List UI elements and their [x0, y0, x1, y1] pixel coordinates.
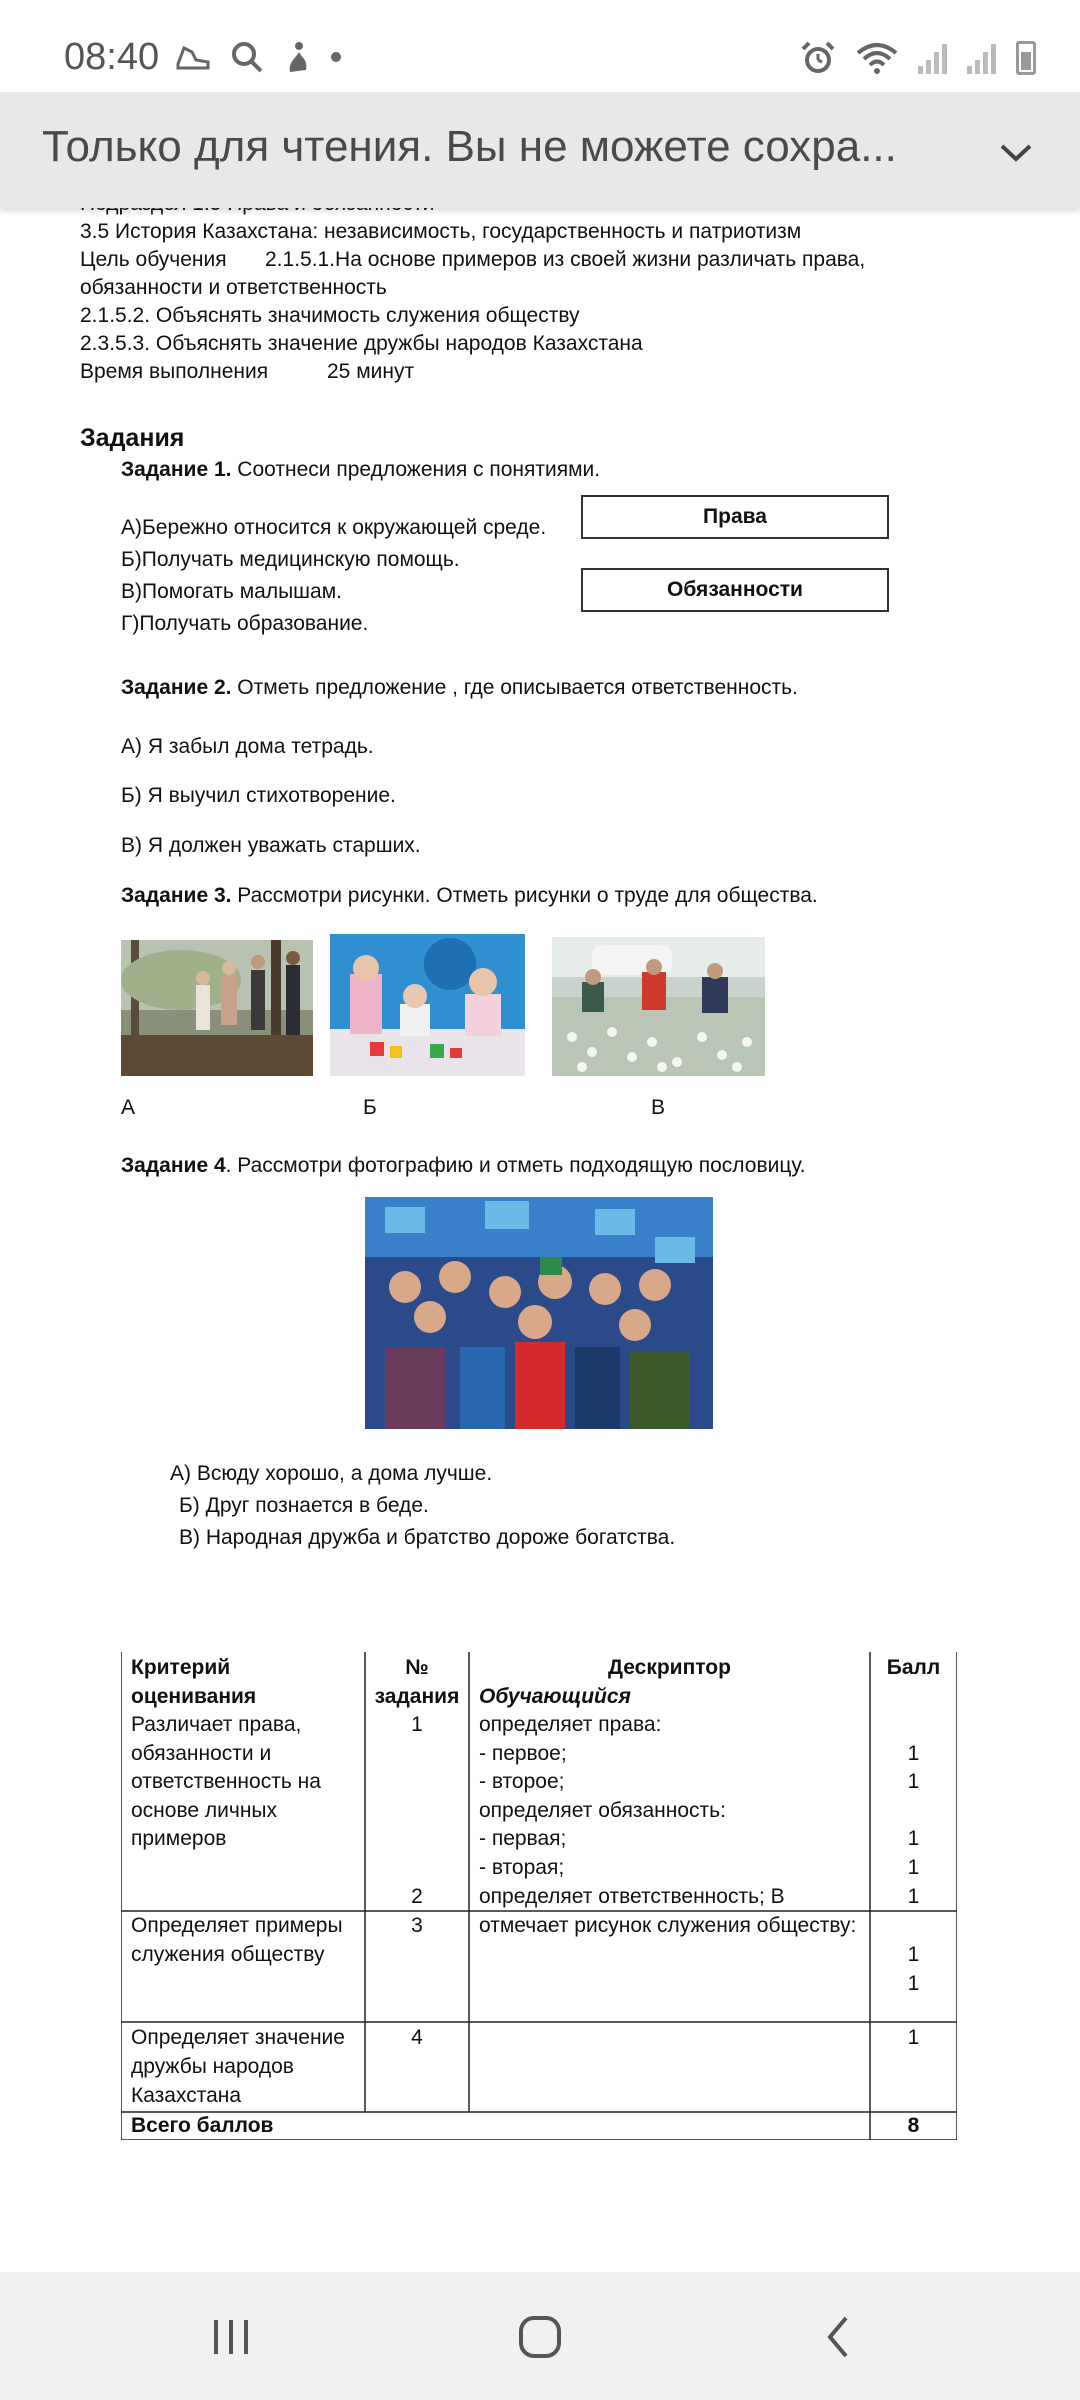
task1-item: Б)Получать медицинскую помощь.	[121, 548, 460, 571]
task4-text: . Рассмотри фотографию и отметь подходящую пословицу.	[225, 1154, 806, 1177]
total-label: Всего баллов	[131, 2114, 274, 2137]
task4-option[interactable]: А) Всюду хорошо, а дома лучше.	[170, 1462, 493, 1485]
row3-criterion: Определяет значение	[131, 2026, 345, 2049]
goal-1: 2.1.5.1.На основе примеров из своей жизни различать права,	[265, 248, 866, 271]
recent-apps-icon[interactable]	[196, 2302, 266, 2372]
photo-a-tree-planting[interactable]	[121, 940, 313, 1076]
row1-number-b: 2	[411, 1885, 423, 1908]
read-only-banner[interactable]	[0, 92, 1080, 208]
signal-icon	[918, 42, 947, 74]
time-value: 25 минут	[327, 360, 415, 383]
header-criterion-2: оценивания	[131, 1685, 257, 1708]
row1-criterion: примеров	[131, 1827, 227, 1850]
header-number-2: задания	[374, 1685, 460, 1708]
navigation-bar	[0, 2272, 1080, 2400]
photo-c-flower-planting[interactable]	[552, 937, 765, 1076]
row1-score: 1	[907, 1827, 920, 1850]
task2-option[interactable]: А) Я забыл дома тетрадь.	[121, 735, 374, 758]
battery-icon	[1016, 41, 1036, 75]
row3-criterion: Казахстана	[131, 2084, 242, 2107]
row2-criterion: Определяет примеры	[131, 1914, 343, 1937]
row1-score: 1	[907, 1885, 920, 1908]
tasks-heading: Задания	[80, 424, 185, 452]
task3-title: Задание 3.	[121, 884, 232, 907]
goal-1-cont: обязанности и ответственность	[80, 276, 387, 299]
row1-score: 1	[907, 1770, 920, 1793]
photo-b-children-playing[interactable]	[330, 934, 525, 1076]
task1-item: Г)Получать образование.	[121, 612, 369, 635]
photo-people-celebration	[365, 1197, 713, 1429]
row1-score: 1	[907, 1742, 920, 1765]
dot-icon	[330, 51, 342, 63]
task2-heading	[121, 674, 798, 702]
chevron-down-icon[interactable]	[992, 128, 1040, 176]
task4-option[interactable]: В) Народная дружба и братство дороже богатства.	[179, 1526, 676, 1549]
row1-criterion: Различает права,	[131, 1713, 302, 1736]
row2-number: 3	[411, 1914, 423, 1937]
topic-line: 3.5 История Казахстана: независимость, государственность и патриотизм	[80, 220, 802, 243]
row3-criterion: дружбы народов	[131, 2055, 294, 2078]
task1-title: Задание 1.	[121, 458, 232, 481]
row1-number: 1	[411, 1713, 423, 1736]
task1-heading	[121, 456, 600, 484]
search-icon	[230, 40, 264, 74]
time-label: Время выполнения	[80, 360, 269, 383]
task2-text: Отметь предложение , где описывается ответственность.	[231, 676, 798, 699]
shoe-icon	[174, 42, 212, 72]
header-score: Балл	[886, 1656, 941, 1679]
row1-criterion: обязанности и	[131, 1742, 272, 1765]
row3-score: 1	[907, 2026, 920, 2049]
row1-descriptor: - вторая;	[479, 1856, 565, 1879]
status-bar	[0, 0, 1080, 92]
alarm-icon	[800, 40, 836, 76]
rights-box[interactable]: Права	[581, 495, 889, 539]
task4-title: Задание 4	[121, 1154, 226, 1177]
row1-descriptor: определяет ответственность; В	[479, 1885, 785, 1908]
row1-descriptor: - первая;	[479, 1827, 567, 1850]
task3-heading	[121, 882, 818, 910]
task1-text: Соотнеси предложения с понятиями.	[231, 458, 601, 481]
wifi-icon	[856, 41, 898, 75]
task2-option[interactable]: Б) Я выучил стихотворение.	[121, 784, 396, 807]
row1-descriptor: - первое;	[479, 1742, 567, 1765]
row1-criterion: основе личных	[131, 1799, 278, 1822]
header-number: №	[405, 1656, 429, 1679]
row2-score: 1	[907, 1943, 920, 1966]
task4-heading	[121, 1152, 806, 1180]
figure-icon	[282, 40, 312, 74]
photo-label-c: В	[651, 1096, 666, 1119]
header-learner: Обучающийся	[479, 1685, 631, 1708]
row2-descriptor: отмечает рисунок служения обществу:	[479, 1914, 857, 1937]
task1-item: А)Бережно относится к окружающей среде.	[121, 516, 547, 539]
row2-criterion: служения обществу	[131, 1943, 325, 1966]
task1-item: В)Помогать малышам.	[121, 580, 342, 603]
task4-option[interactable]: Б) Друг познается в беде.	[179, 1494, 429, 1517]
row1-criterion: ответственность на	[131, 1770, 321, 1793]
header-descriptor: Дескриптор	[608, 1656, 731, 1679]
duties-box[interactable]: Обязанности	[581, 568, 889, 612]
goal-label: Цель обучения	[80, 248, 227, 271]
task3-text: Рассмотри рисунки. Отметь рисунки о труде для общества.	[231, 884, 818, 907]
header-criterion: Критерий	[131, 1656, 231, 1679]
goal-3: 2.3.5.3. Объяснять значение дружбы народов Казахстана	[80, 332, 643, 355]
goal-2: 2.1.5.2. Объяснять значимость служения обществу	[80, 304, 580, 327]
row1-descriptor: - второе;	[479, 1770, 565, 1793]
back-icon[interactable]	[804, 2302, 874, 2372]
task2-option[interactable]: В) Я должен уважать старших.	[121, 834, 421, 857]
photo-label-b: Б	[363, 1096, 377, 1119]
row3-number: 4	[411, 2026, 423, 2049]
total-value: 8	[907, 2114, 920, 2137]
status-time: 08:40	[64, 36, 160, 78]
signal-icon	[967, 42, 996, 74]
row1-score: 1	[907, 1856, 920, 1879]
row2-score: 1	[907, 1972, 920, 1995]
row1-descriptor: определяет права:	[479, 1713, 662, 1736]
photo-label-a: А	[121, 1096, 136, 1119]
task2-title: Задание 2.	[121, 676, 232, 699]
home-icon[interactable]	[505, 2302, 575, 2372]
banner-text: Только для чтения. Вы не можете сохра...	[42, 122, 897, 171]
row1-descriptor: определяет обязанность:	[479, 1799, 726, 1822]
